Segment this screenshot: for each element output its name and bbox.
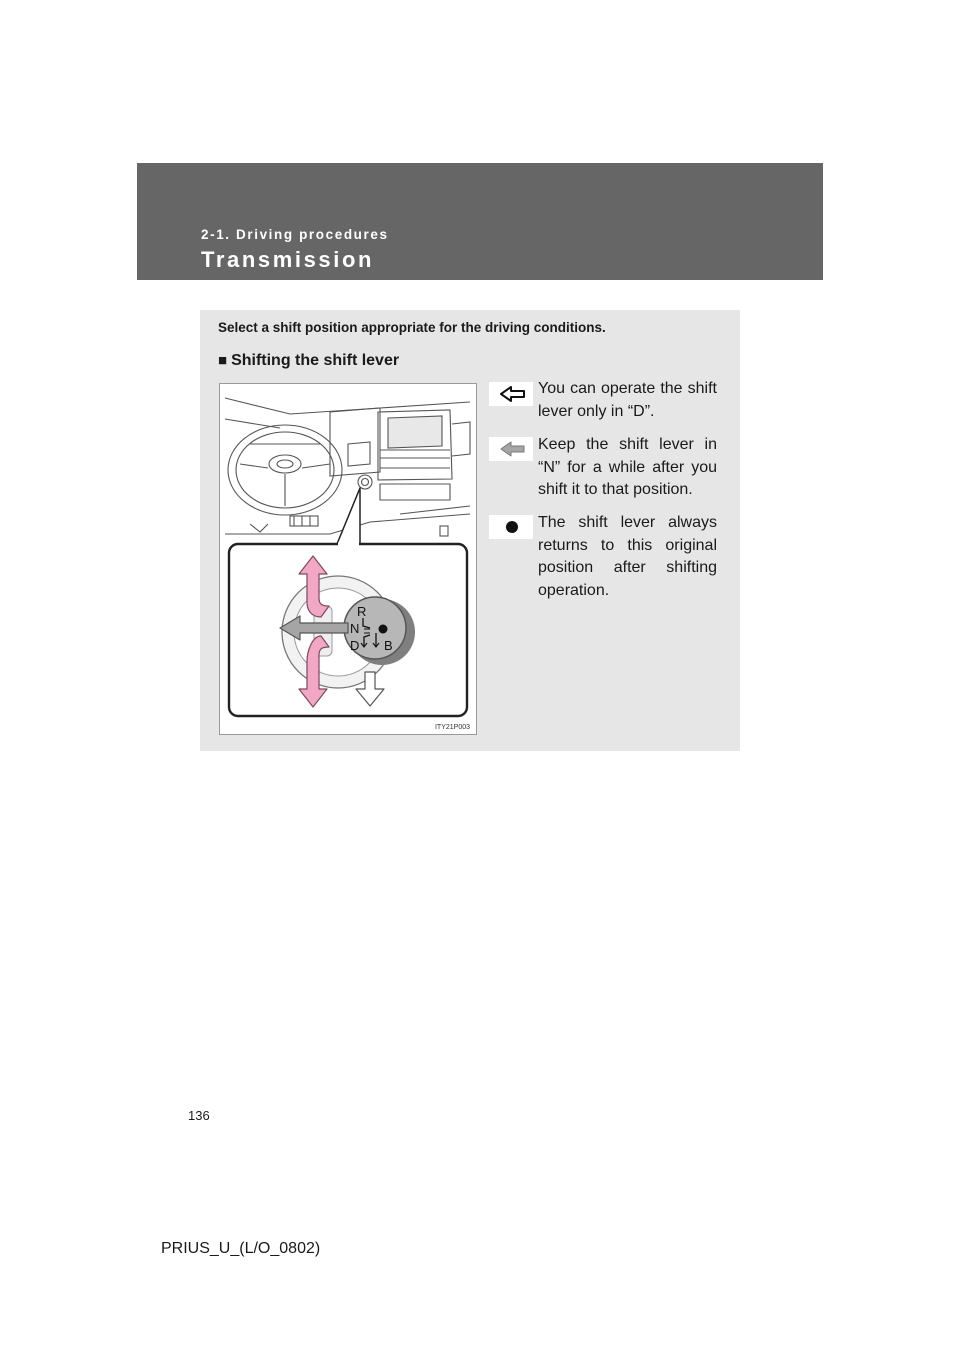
legend-text-hold-n: Keep the shift lever in “N” for a while after you shift it to that position. xyxy=(538,436,717,498)
shift-lever-illustration xyxy=(219,383,477,735)
gate-label-d: D xyxy=(350,638,360,653)
square-bullet-icon: ■ xyxy=(218,352,228,369)
dashboard-drawing xyxy=(225,398,470,536)
gate-label-b: B xyxy=(384,638,393,653)
subheading xyxy=(218,352,399,370)
subheading-text: Shifting the shift lever xyxy=(231,352,400,369)
outline-arrow-left-icon xyxy=(489,382,533,406)
header-band xyxy=(137,163,823,280)
footer-document-code: PRIUS_U_(L/O_0802) xyxy=(161,1240,321,1257)
gate-label-r: R xyxy=(357,604,367,619)
gray-arrow-left-icon xyxy=(489,437,533,461)
section-label: 2-1. Driving procedures xyxy=(201,227,389,242)
figure-code: ITY21P003 xyxy=(434,724,470,731)
intro-text: Select a shift position appropriate for the driving conditions. xyxy=(218,320,606,335)
black-dot-icon xyxy=(489,515,533,539)
callout-pointer xyxy=(337,488,360,544)
gate-label-n: N xyxy=(350,621,360,636)
legend-text-returns: The shift lever always returns to this original position after shifting operation. xyxy=(538,514,717,599)
home-position-dot xyxy=(379,625,388,634)
page-title: Transmission xyxy=(201,247,375,272)
page-number: 136 xyxy=(188,1108,210,1123)
content-box xyxy=(200,310,740,751)
legend-text-d-only: You can operate the shift lever only in “D”. xyxy=(538,380,717,420)
